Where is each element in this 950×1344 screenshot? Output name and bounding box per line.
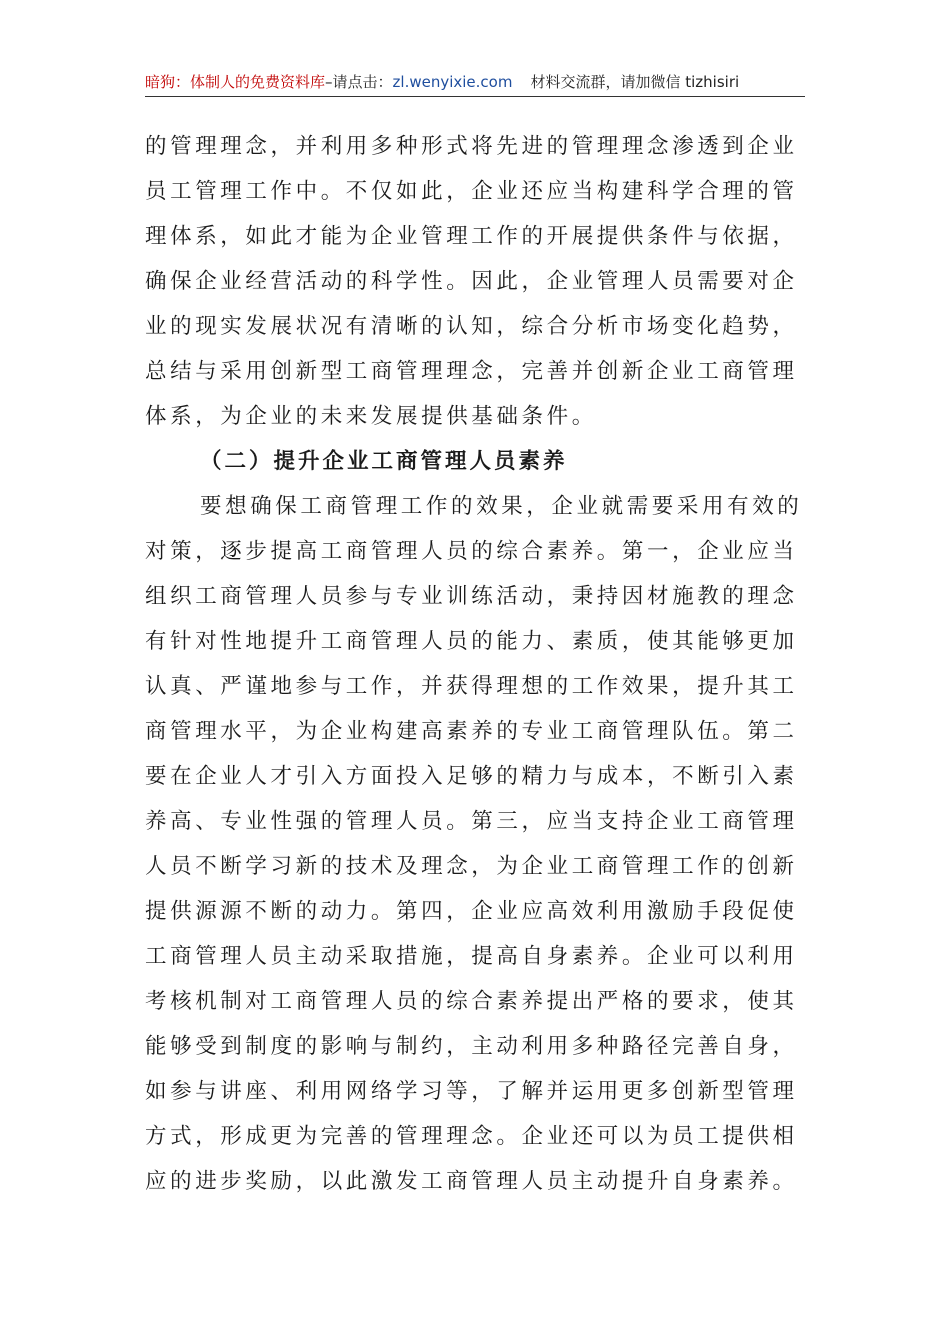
- text-line: 总结与采用创新型工商管理理念，完善并创新企业工商管理: [145, 359, 798, 384]
- text-line: 体系，为企业的未来发展提供基础条件。: [145, 404, 597, 429]
- header-click-prompt: –请点击：: [325, 73, 393, 91]
- text-line: 员工管理工作中。不仅如此，企业还应当构建科学合理的管: [145, 179, 798, 204]
- text-line: 工商管理人员主动采取措施，提高自身素养。企业可以利用: [145, 944, 798, 969]
- text-line: 应的进步奖励，以此激发工商管理人员主动提升自身素养。: [145, 1169, 798, 1194]
- text-line: 如参与讲座、利用网络学习等，了解并运用更多创新型管理: [145, 1079, 798, 1104]
- text-line: 提供源源不断的动力。第四，企业应高效利用激励手段促使: [145, 899, 798, 924]
- document-body: [145, 124, 810, 1204]
- header-url-link[interactable]: zl.wenyixie.com: [392, 73, 513, 91]
- header-divider: [145, 96, 805, 97]
- text-line: 的管理理念，并利用多种形式将先进的管理理念渗透到企业: [145, 134, 798, 159]
- text-line: 考核机制对工商管理人员的综合素养提出严格的要求，使其: [145, 989, 798, 1014]
- text-line: 养高、专业性强的管理人员。第三，应当支持企业工商管理: [145, 809, 798, 834]
- text-line: 确保企业经营活动的科学性。因此，企业管理人员需要对企: [145, 269, 798, 294]
- header-site-name: 暗狗：体制人的免费资料库: [145, 73, 326, 91]
- text-line: 认真、严谨地参与工作，并获得理想的工作效果，提升其工: [145, 674, 798, 699]
- section-heading: （二）提升企业工商管理人员素养: [200, 449, 568, 474]
- text-line: 理体系，如此才能为企业管理工作的开展提供条件与依据，: [145, 224, 798, 249]
- text-line: 业的现实发展状况有清晰的认知，综合分析市场变化趋势，: [145, 314, 798, 339]
- text-line: 要在企业人才引入方面投入足够的精力与成本，不断引入素: [145, 764, 798, 789]
- text-line: 要想确保工商管理工作的效果，企业就需要采用有效的: [200, 494, 803, 519]
- text-line: 方式，形成更为完善的管理理念。企业还可以为员工提供相: [145, 1124, 798, 1149]
- text-line: 能够受到制度的影响与制约，主动利用多种路径完善自身，: [145, 1034, 798, 1059]
- text-line: 商管理水平，为企业构建高素养的专业工商管理队伍。第二: [145, 719, 798, 744]
- text-line: 组织工商管理人员参与专业训练活动，秉持因材施教的理念: [145, 584, 798, 609]
- text-line: 有针对性地提升工商管理人员的能力、素质，使其能够更加: [145, 629, 798, 654]
- text-line: 对策，逐步提高工商管理人员的综合素养。第一，企业应当: [145, 539, 798, 564]
- page-header: [145, 70, 805, 94]
- text-line: 人员不断学习新的技术及理念，为企业工商管理工作的创新: [145, 854, 798, 879]
- header-group-note: 材料交流群，请加微信 tizhisiri: [530, 73, 740, 91]
